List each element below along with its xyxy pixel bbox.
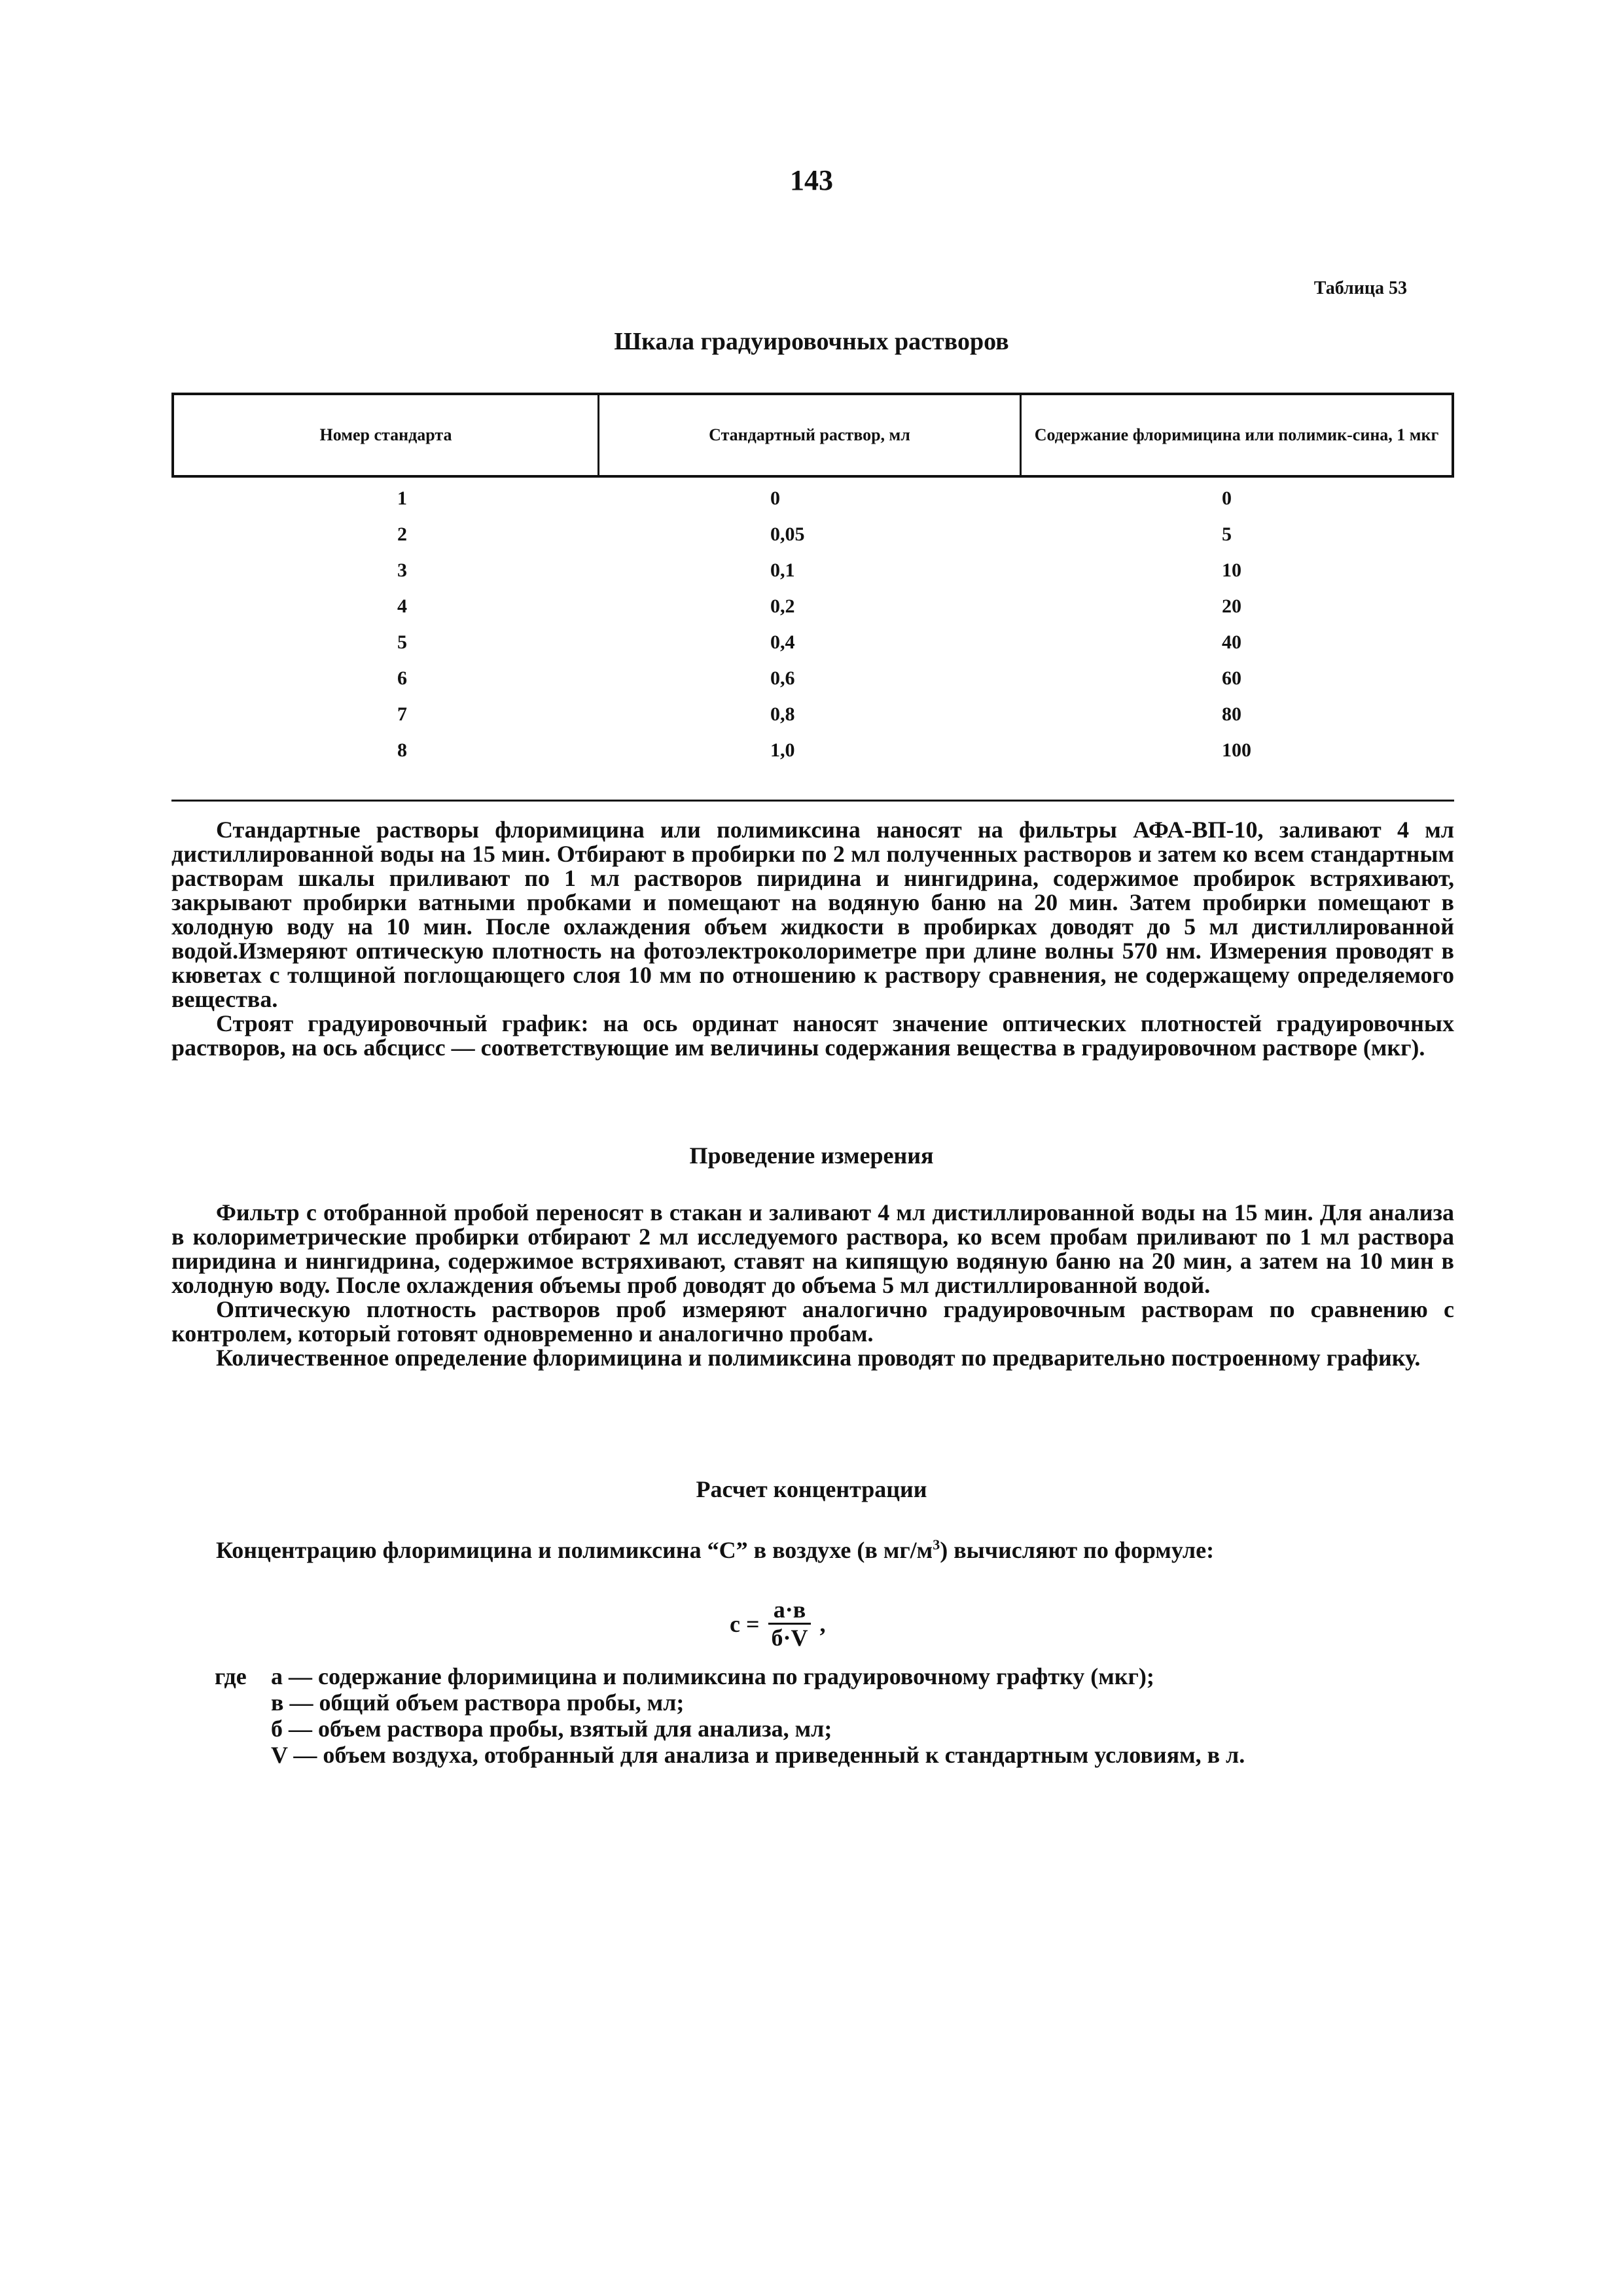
- table-cell: 4: [397, 595, 407, 617]
- table-cell: 0,2: [770, 595, 795, 617]
- paragraph: Фильтр с отобранной пробой переносят в стакан и заливают 4 мл дистиллированной воды на 15 мин. Для анализа в колориметрические пробирки отбирают 2 мл исследуемого раствора, ко всем пробам приливают по 1 мл раствора пиридина и нингидрина, содержимое встряхивают, ставят на кипящую водяную баню на 20 мин, а затем на 10 мин в холодную воду. После охлаждения объемы проб доводят до объема 5 мл дистиллированной водой.: [171, 1199, 1454, 1298]
- table-row: [171, 595, 1454, 631]
- table-cell: 40: [1222, 631, 1241, 653]
- formula-trail: ,: [819, 1610, 826, 1637]
- measurement-text: [171, 1201, 1454, 1370]
- formula: [730, 1597, 826, 1651]
- legend-item: а — содержание флоримицина и полимиксина по градуировочному графтку (мкг);: [271, 1663, 1154, 1689]
- table-cell: 10: [1222, 559, 1241, 581]
- table-cell: 1,0: [770, 739, 795, 761]
- table-cell: 3: [397, 559, 407, 581]
- legend-lead: где: [215, 1663, 247, 1689]
- table-row: [171, 523, 1454, 559]
- legend-item: б — объем раствора пробы, взятый для анализа, мл;: [271, 1716, 832, 1742]
- table-row: [171, 559, 1454, 595]
- table-row: [171, 703, 1454, 739]
- table-title: Шкала градуировочных растворов: [614, 328, 1009, 355]
- paragraph: Оптическую плотность растворов проб измеряют аналогично градуировочным растворам по сравнению с контролем, который готовят одновременно и аналогично пробам.: [171, 1296, 1454, 1347]
- table-row: [171, 667, 1454, 703]
- paragraph: Строят градуировочный график: на ось ординат наносят значение оптических плотностей градуировочных растворов, на ось абсцисс — соответствующие им величины содержания вещества в градуировочном растворе (мкг).: [171, 1010, 1454, 1061]
- formula-lhs: с =: [730, 1610, 760, 1637]
- legend-row: [215, 1663, 1425, 1689]
- table-row: [171, 487, 1454, 523]
- table-cell: 0,1: [770, 559, 795, 581]
- table-cell: 80: [1222, 703, 1241, 725]
- calculation-intro-text: Концентрацию флоримицина и полимиксина “С” в воздухе (в мг/м: [216, 1537, 933, 1563]
- legend-row: [215, 1689, 1425, 1716]
- table-cell: 5: [397, 631, 407, 653]
- table-cell: 20: [1222, 595, 1241, 617]
- legend-row: [215, 1716, 1425, 1742]
- table-row: [171, 631, 1454, 667]
- table-cell: 0,4: [770, 631, 795, 653]
- table-cell: 0: [770, 487, 780, 509]
- table-cell: 1: [397, 487, 407, 509]
- table-header-cell: Содержание флоримицина или полимик-сина, 1 мкг: [1034, 425, 1439, 444]
- preparation-text: [171, 818, 1454, 1060]
- formula-denominator: б·V: [771, 1625, 808, 1651]
- table-cell: 2: [397, 523, 407, 545]
- table-cell: 6: [397, 667, 407, 689]
- table-cell: 7: [397, 703, 407, 725]
- table-cell: 5: [1222, 523, 1232, 545]
- calculation-intro-text-end: ) вычисляют по формуле:: [940, 1537, 1215, 1563]
- table-cell: 0,05: [770, 523, 805, 545]
- table-cell: 100: [1222, 739, 1251, 761]
- table-cell: 0,6: [770, 667, 795, 689]
- superscript: 3: [933, 1536, 940, 1553]
- table-body: [171, 487, 1454, 775]
- paragraph: Стандартные растворы флоримицина или полимиксина наносят на фильтры АФА-ВП-10, заливают 4 мл дистиллированной воды на 15 мин. Отбирают в пробирки по 2 мл полученных растворов и затем ко всем стандартным растворам шкалы приливают по 1 мл растворов пиридина и нингидрина, содержимое пробирок встряхивают, закрывают пробирки ватными пробками и помещают на водяную баню на 20 мин. Затем пробирки помещают в холодную воду на 10 мин. После охлаждения объем жидкости в пробирках доводят до 5 мл дистиллированной водой.Измеряют оптическую плотность на фотоэлектроколориметре при длине волны 570 нм. Измерения проводят в кюветах с толщиной поглощающего слоя 10 мм по отношению к раствору сравнения, не содержащему определяемого вещества.: [171, 817, 1454, 1012]
- table-header: [171, 393, 1454, 478]
- table-cell: 0: [1222, 487, 1232, 509]
- page-number: 143: [790, 164, 833, 196]
- legend-item: в — общий объем раствора пробы, мл;: [271, 1689, 685, 1716]
- table-cell: 60: [1222, 667, 1241, 689]
- variable-legend: [215, 1663, 1425, 1768]
- table-header-cell: Стандартный раствор, мл: [599, 395, 1022, 475]
- table-header-cell: Номер стандарта: [174, 395, 599, 475]
- table-cell: 0,8: [770, 703, 795, 725]
- section-title-measurement: Проведение измерения: [689, 1142, 934, 1169]
- table-label: Таблица 53: [1313, 278, 1407, 298]
- calculation-intro: [216, 1536, 1459, 1564]
- formula-fraction: [766, 1597, 813, 1651]
- table-row: [171, 739, 1454, 775]
- table-bottom-rule: [171, 800, 1454, 802]
- table-cell: 8: [397, 739, 407, 761]
- section-title-calculation: Расчет концентрации: [696, 1476, 927, 1502]
- formula-numerator: а·в: [768, 1597, 811, 1625]
- legend-row: [215, 1742, 1425, 1768]
- paragraph: Количественное определение флоримицина и полимиксина проводят по предварительно построенному графику.: [216, 1345, 1421, 1371]
- legend-item: V — объем воздуха, отобранный для анализа и приведенный к стандартным условиям, в л.: [271, 1742, 1245, 1768]
